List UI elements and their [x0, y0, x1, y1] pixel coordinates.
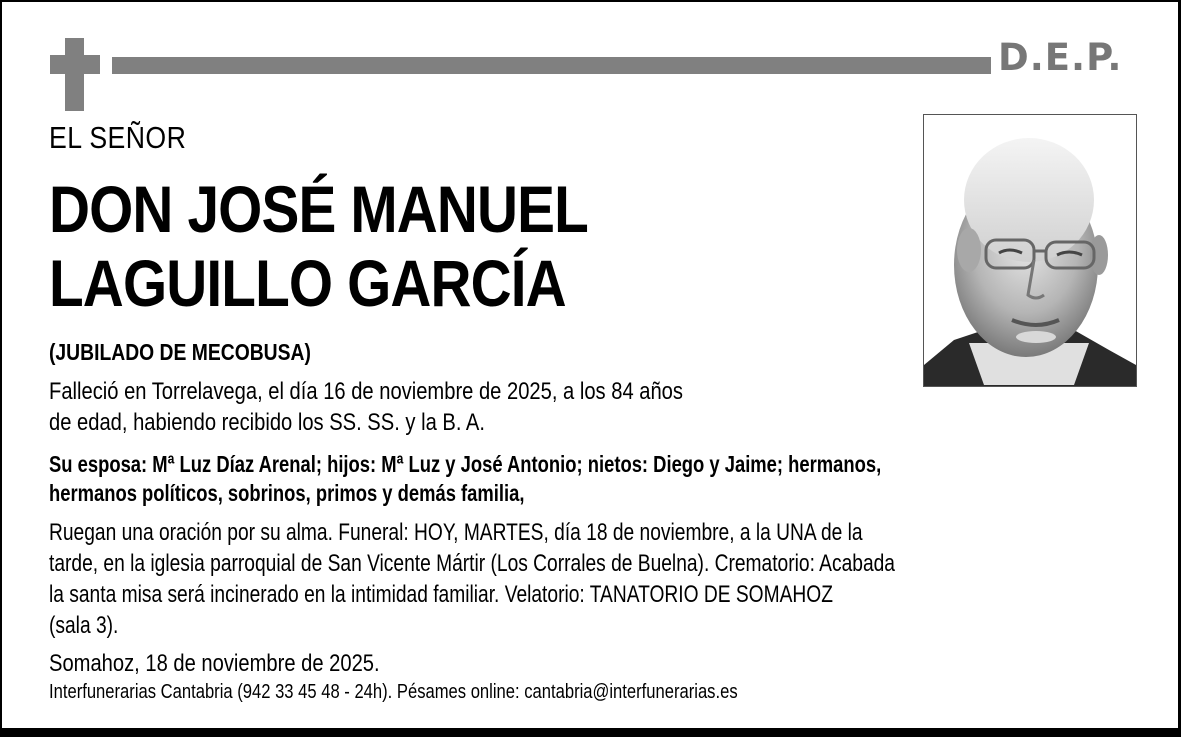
- family-line-1: Su esposa: Mª Luz Díaz Arenal; hijos: Mª Luz y José Antonio; nietos: Diego y Jaime; hermanos,: [49, 451, 882, 477]
- header-rule: [112, 57, 991, 74]
- death-line-2: de edad, habiendo recibido los SS. SS. y la B. A.: [49, 409, 485, 436]
- service-line-3: la santa misa será incinerado en la intimidad familiar. Velatorio: TANATORIO DE SOMAHOZ: [49, 581, 833, 608]
- occupation: (JUBILADO DE MECOBUSA): [49, 339, 311, 365]
- dep-label: D.E.P.: [998, 36, 1123, 79]
- family-line-2: hermanos políticos, sobrinos, primos y demás familia,: [49, 480, 525, 506]
- cross-icon-bar: [50, 55, 100, 74]
- service-line-4: (sala 3).: [49, 612, 119, 639]
- family-list: [49, 450, 881, 508]
- deceased-name: [49, 172, 588, 320]
- funeral-home-contact: Interfunerarias Cantabria (942 33 45 48 - 24h). Pésames online: cantabria@interfunerarias.es: [49, 681, 738, 703]
- cross-icon: [65, 38, 84, 111]
- name-line-2: LAGUILLO GARCÍA: [49, 246, 566, 320]
- death-details: [49, 376, 683, 438]
- service-details: [49, 517, 895, 641]
- place-date: Somahoz, 18 de noviembre de 2025.: [49, 650, 380, 677]
- service-line-2: tarde, en la iglesia parroquial de San Vicente Mártir (Los Corrales de Buelna). Crematorio: Acabada: [49, 550, 895, 577]
- portrait-image: [924, 115, 1136, 386]
- death-line-1: Falleció en Torrelavega, el día 16 de noviembre de 2025, a los 84 años: [49, 378, 683, 405]
- portrait-photo: [923, 114, 1137, 387]
- name-line-1: DON JOSÉ MANUEL: [49, 172, 588, 246]
- title-prefix: EL SEÑOR: [49, 120, 187, 155]
- service-line-1: Ruegan una oración por su alma. Funeral: HOY, MARTES, día 18 de noviembre, a la UNA de la: [49, 519, 863, 546]
